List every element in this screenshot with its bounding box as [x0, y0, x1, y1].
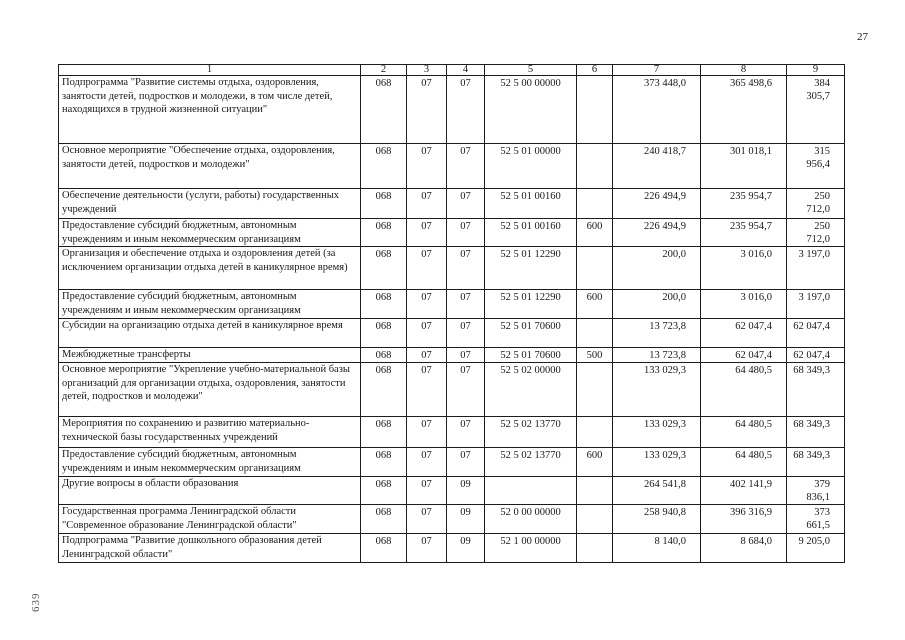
cell-section: 07 [407, 189, 447, 219]
budget-table [58, 64, 845, 563]
cell-amount-8: 3 016,0 [701, 290, 787, 319]
cell-ministry: 068 [361, 76, 407, 144]
column-header: 7 [613, 65, 701, 76]
column-header: 3 [407, 65, 447, 76]
cell-amount-7: 133 029,3 [613, 448, 701, 477]
cell-expense-type [577, 76, 613, 144]
cell-ministry: 068 [361, 534, 407, 563]
cell-amount-8: 402 141,9 [701, 477, 787, 505]
page-number: 27 [857, 31, 868, 43]
cell-expense-type [577, 417, 613, 448]
cell-amount-8: 64 480,5 [701, 448, 787, 477]
cell-amount-9: 315 956,4 [787, 144, 845, 189]
table-row [59, 348, 845, 363]
cell-ministry: 068 [361, 417, 407, 448]
cell-section: 07 [407, 363, 447, 417]
cell-amount-7: 264 541,8 [613, 477, 701, 505]
cell-amount-9: 68 349,3 [787, 363, 845, 417]
cell-ministry: 068 [361, 505, 407, 534]
row-name: Подпрограмма "Развитие дошкольного образования детей Ленинградской области" [59, 534, 361, 563]
cell-target-article: 52 5 01 12290 [485, 290, 577, 319]
table-row [59, 189, 845, 219]
table-row [59, 417, 845, 448]
cell-expense-type: 600 [577, 219, 613, 247]
cell-expense-type: 600 [577, 290, 613, 319]
cell-amount-7: 13 723,8 [613, 319, 701, 348]
table-row [59, 76, 845, 144]
cell-amount-8: 235 954,7 [701, 189, 787, 219]
cell-amount-8: 3 016,0 [701, 247, 787, 290]
cell-subsection: 07 [447, 319, 485, 348]
cell-amount-7: 13 723,8 [613, 348, 701, 363]
table-row [59, 290, 845, 319]
row-name: Межбюджетные трансферты [59, 348, 361, 363]
cell-subsection: 07 [447, 219, 485, 247]
cell-subsection: 07 [447, 189, 485, 219]
cell-expense-type: 600 [577, 448, 613, 477]
cell-amount-9: 379 836,1 [787, 477, 845, 505]
cell-amount-9: 68 349,3 [787, 417, 845, 448]
header-row [59, 65, 845, 76]
cell-ministry: 068 [361, 363, 407, 417]
cell-subsection: 09 [447, 534, 485, 563]
column-header: 2 [361, 65, 407, 76]
table-row [59, 363, 845, 417]
cell-subsection: 07 [447, 247, 485, 290]
cell-amount-7: 133 029,3 [613, 363, 701, 417]
table-row [59, 219, 845, 247]
row-name: Основное мероприятие "Укрепление учебно-материальной базы организаций для организации отдыха, оздоровления, занятости детей, подростков и молодежи" [59, 363, 361, 417]
cell-amount-7: 373 448,0 [613, 76, 701, 144]
cell-amount-7: 240 418,7 [613, 144, 701, 189]
cell-section: 07 [407, 219, 447, 247]
cell-subsection: 07 [447, 290, 485, 319]
column-header: 6 [577, 65, 613, 76]
cell-amount-8: 396 316,9 [701, 505, 787, 534]
column-header: 8 [701, 65, 787, 76]
cell-amount-7: 8 140,0 [613, 534, 701, 563]
cell-amount-9: 62 047,4 [787, 319, 845, 348]
cell-section: 07 [407, 477, 447, 505]
cell-amount-9: 68 349,3 [787, 448, 845, 477]
cell-amount-9: 373 661,5 [787, 505, 845, 534]
cell-target-article: 52 5 02 13770 [485, 417, 577, 448]
column-header: 9 [787, 65, 845, 76]
row-name: Предоставление субсидий бюджетным, автономным учреждениям и иным некоммерческим организациям [59, 448, 361, 477]
cell-subsection: 07 [447, 144, 485, 189]
column-header: 4 [447, 65, 485, 76]
cell-target-article: 52 1 00 00000 [485, 534, 577, 563]
cell-amount-9: 250 712,0 [787, 189, 845, 219]
cell-expense-type [577, 319, 613, 348]
cell-section: 07 [407, 534, 447, 563]
cell-amount-7: 226 494,9 [613, 219, 701, 247]
row-name: Основное мероприятие "Обеспечение отдыха, оздоровления, занятости детей, подростков и молодежи" [59, 144, 361, 189]
row-name: Обеспечение деятельности (услуги, работы) государственных учреждений [59, 189, 361, 219]
cell-amount-7: 200,0 [613, 290, 701, 319]
cell-amount-8: 365 498,6 [701, 76, 787, 144]
row-name: Мероприятия по сохранению и развитию материально-технической базы государственных учреждений [59, 417, 361, 448]
cell-amount-7: 133 029,3 [613, 417, 701, 448]
cell-target-article [485, 477, 577, 505]
cell-amount-8: 8 684,0 [701, 534, 787, 563]
cell-subsection: 09 [447, 505, 485, 534]
cell-subsection: 07 [447, 448, 485, 477]
cell-amount-8: 64 480,5 [701, 363, 787, 417]
cell-subsection: 09 [447, 477, 485, 505]
cell-section: 07 [407, 76, 447, 144]
cell-ministry: 068 [361, 144, 407, 189]
cell-expense-type [577, 505, 613, 534]
cell-ministry: 068 [361, 290, 407, 319]
cell-target-article: 52 5 01 70600 [485, 348, 577, 363]
row-name: Другие вопросы в области образования [59, 477, 361, 505]
cell-expense-type [577, 144, 613, 189]
column-header: 1 [59, 65, 361, 76]
cell-target-article: 52 5 00 00000 [485, 76, 577, 144]
cell-target-article: 52 5 02 00000 [485, 363, 577, 417]
cell-section: 07 [407, 348, 447, 363]
side-stamp: 639 [30, 592, 42, 612]
cell-section: 07 [407, 505, 447, 534]
cell-amount-7: 226 494,9 [613, 189, 701, 219]
cell-ministry: 068 [361, 448, 407, 477]
row-name: Предоставление субсидий бюджетным, автономным учреждениям и иным некоммерческим организациям [59, 219, 361, 247]
table-row [59, 477, 845, 505]
cell-amount-8: 301 018,1 [701, 144, 787, 189]
cell-ministry: 068 [361, 477, 407, 505]
cell-amount-9: 62 047,4 [787, 348, 845, 363]
cell-expense-type: 500 [577, 348, 613, 363]
cell-amount-8: 62 047,4 [701, 319, 787, 348]
cell-expense-type [577, 477, 613, 505]
column-header: 5 [485, 65, 577, 76]
cell-amount-9: 9 205,0 [787, 534, 845, 563]
cell-section: 07 [407, 247, 447, 290]
cell-expense-type [577, 189, 613, 219]
cell-expense-type [577, 534, 613, 563]
cell-expense-type [577, 247, 613, 290]
row-name: Государственная программа Ленинградской области "Современное образование Ленинградской области" [59, 505, 361, 534]
row-name: Предоставление субсидий бюджетным, автономным учреждениям и иным некоммерческим организациям [59, 290, 361, 319]
cell-target-article: 52 5 01 00000 [485, 144, 577, 189]
cell-amount-8: 62 047,4 [701, 348, 787, 363]
table-row [59, 448, 845, 477]
table-row [59, 247, 845, 290]
cell-amount-8: 64 480,5 [701, 417, 787, 448]
table-row [59, 534, 845, 563]
cell-amount-9: 250 712,0 [787, 219, 845, 247]
cell-subsection: 07 [447, 417, 485, 448]
cell-target-article: 52 0 00 00000 [485, 505, 577, 534]
table-row [59, 505, 845, 534]
table-row [59, 144, 845, 189]
cell-ministry: 068 [361, 189, 407, 219]
cell-amount-7: 258 940,8 [613, 505, 701, 534]
cell-ministry: 068 [361, 348, 407, 363]
cell-amount-8: 235 954,7 [701, 219, 787, 247]
cell-section: 07 [407, 319, 447, 348]
cell-target-article: 52 5 01 00160 [485, 189, 577, 219]
cell-section: 07 [407, 448, 447, 477]
row-name: Подпрограмма "Развитие системы отдыха, оздоровления, занятости детей, подростков и молодежи, в том числе детей, находящихся в трудной жизненной ситуации" [59, 76, 361, 144]
cell-subsection: 07 [447, 76, 485, 144]
cell-section: 07 [407, 290, 447, 319]
cell-subsection: 07 [447, 363, 485, 417]
cell-target-article: 52 5 01 70600 [485, 319, 577, 348]
cell-target-article: 52 5 01 00160 [485, 219, 577, 247]
cell-section: 07 [407, 144, 447, 189]
cell-ministry: 068 [361, 219, 407, 247]
cell-target-article: 52 5 01 12290 [485, 247, 577, 290]
cell-ministry: 068 [361, 319, 407, 348]
cell-amount-9: 3 197,0 [787, 290, 845, 319]
cell-target-article: 52 5 02 13770 [485, 448, 577, 477]
table-row [59, 319, 845, 348]
cell-ministry: 068 [361, 247, 407, 290]
cell-expense-type [577, 363, 613, 417]
cell-amount-7: 200,0 [613, 247, 701, 290]
cell-amount-9: 384 305,7 [787, 76, 845, 144]
cell-section: 07 [407, 417, 447, 448]
row-name: Субсидии на организацию отдыха детей в каникулярное время [59, 319, 361, 348]
cell-amount-9: 3 197,0 [787, 247, 845, 290]
cell-subsection: 07 [447, 348, 485, 363]
row-name: Организация и обеспечение отдыха и оздоровления детей (за исключением организации отдыха детей в каникулярное время) [59, 247, 361, 290]
